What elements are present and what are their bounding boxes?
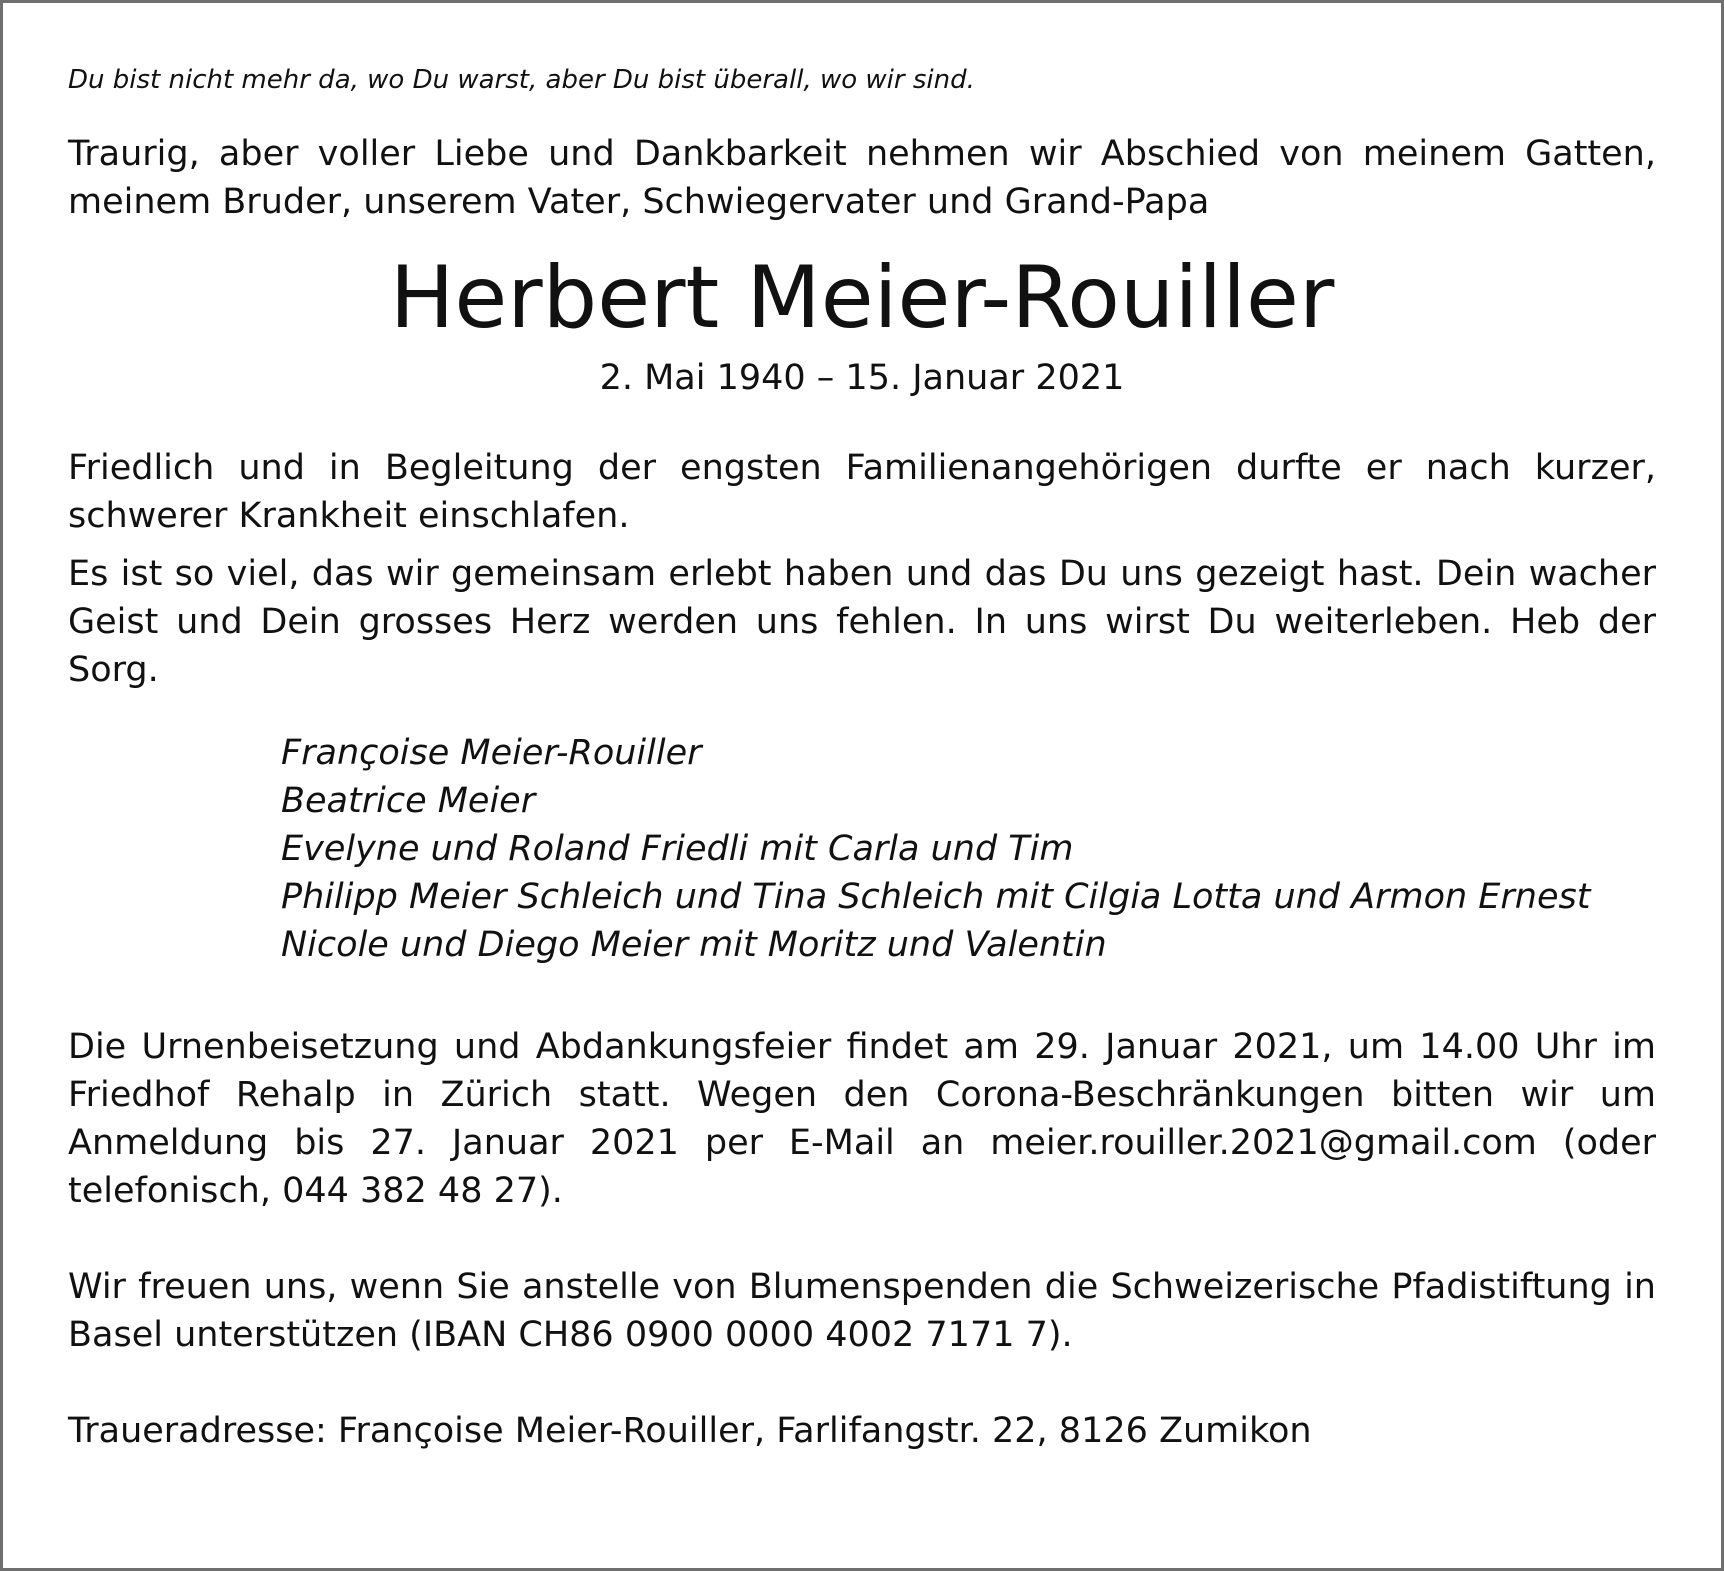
- intro-paragraph: Traurig, aber voller Liebe und Dankbarkeit nehmen wir Abschied von meinem Gatten, meinem Bruder, unserem Vater, Schwiegervater und Grand-Papa: [68, 134, 1656, 222]
- life-dates: 2. Mai 1940 – 15. Januar 2021: [599, 358, 1125, 398]
- donation-paragraph: Wir freuen uns, wenn Sie anstelle von Blumenspenden die Schweizerische Pfadistiftung in Basel unterstützen (IBAN CH86 0900 0000 4002 7171 7).: [68, 1267, 1656, 1355]
- mourners-list: [68, 729, 1656, 969]
- mourner-entry: Nicole und Diego Meier mit Moritz und Valentin: [281, 925, 1107, 965]
- deceased-name: Herbert Meier-Rouiller: [389, 248, 1335, 348]
- motto-quote: Du bist nicht mehr da, wo Du warst, aber Du bist überall, wo wir sind.: [68, 65, 975, 95]
- ceremony-paragraph: Die Urnenbeisetzung und Abdankungsfeier findet am 29. Januar 2021, um 14.00 Uhr im Friedhof Rehalp in Zürich statt. Wegen den Corona-Beschränkungen bitten wir um Anmeldung bis 27. Januar 2021 per E-Mail an meier.rouiller.2021@gmail.com (oder telefonisch, 044 382 48 27).: [68, 1027, 1656, 1211]
- mourning-address: Traueradresse: Françoise Meier-Rouiller, Farlifangstr. 22, 8126 Zumikon: [68, 1411, 1312, 1451]
- mourner-entry: Philipp Meier Schleich und Tina Schleich mit Cilgia Lotta und Armon Ernest: [281, 877, 1591, 917]
- mourner-entry: Evelyne und Roland Friedli mit Carla und Tim: [281, 829, 1074, 869]
- mourner-entry: Françoise Meier-Rouiller: [281, 733, 702, 773]
- memory-paragraph: Es ist so viel, das wir gemeinsam erlebt haben und das Du uns gezeigt hast. Dein wacher Geist und Dein grosses Herz werden uns fehlen. In uns wirst Du weiterleben. Heb der Sorg.: [68, 554, 1656, 690]
- farewell-paragraph: Friedlich und in Begleitung der engsten Familienangehörigen durfte er nach kurzer, schwerer Krankheit einschlafen.: [68, 448, 1656, 536]
- obituary-content: [68, 60, 1656, 1455]
- mourner-entry: Beatrice Meier: [281, 781, 536, 821]
